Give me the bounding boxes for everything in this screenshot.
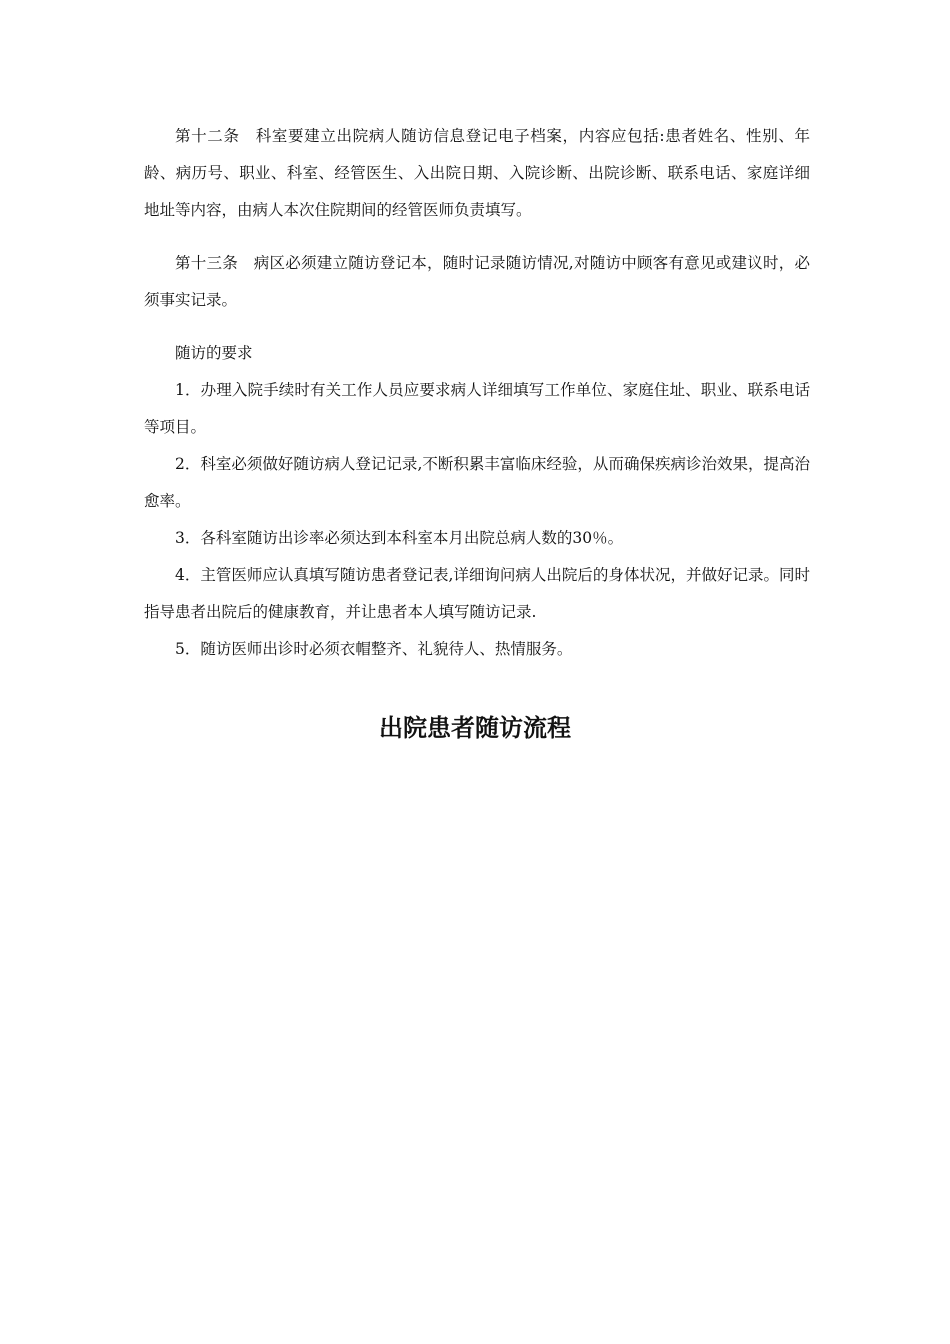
document-body bbox=[144, 118, 810, 668]
requirement-item-4: 4．主管医师应认真填写随访患者登记表,详细询问病人出院后的身体状况，并做好记录。同时指导患者出院后的健康教育，并让患者本人填写随访记录. bbox=[144, 566, 810, 621]
requirements-heading: 随访的要求 bbox=[175, 344, 253, 362]
article-13: 第十三条 病区必须建立随访登记本，随时记录随访情况,对随访中顾客有意见或建议时，必须事实记录。 bbox=[144, 254, 810, 309]
requirement-item-2: 2．科室必须做好随访病人登记记录,不断积累丰富临床经验，从而确保疾病诊治效果，提高治愈率。 bbox=[144, 455, 810, 510]
section-title: 出院患者随访流程 bbox=[379, 713, 571, 742]
article-12: 第十二条 科室要建立出院病人随访信息登记电子档案，内容应包括:患者姓名、性别、年龄、病历号、职业、科室、经管医生、入出院日期、入院诊断、出院诊断、联系电话、家庭详细地址等内容，由病人本次住院期间的经管医师负责填写。 bbox=[144, 127, 810, 219]
requirement-item-3: 3．各科室随访出诊率必须达到本科室本月出院总病人数的30％。 bbox=[175, 529, 624, 547]
requirement-item-5: 5．随访医师出诊时必须衣帽整齐、礼貌待人、热情服务。 bbox=[175, 640, 573, 658]
requirement-item-1: 1．办理入院手续时有关工作人员应要求病人详细填写工作单位、家庭住址、职业、联系电话等项目。 bbox=[144, 381, 810, 436]
